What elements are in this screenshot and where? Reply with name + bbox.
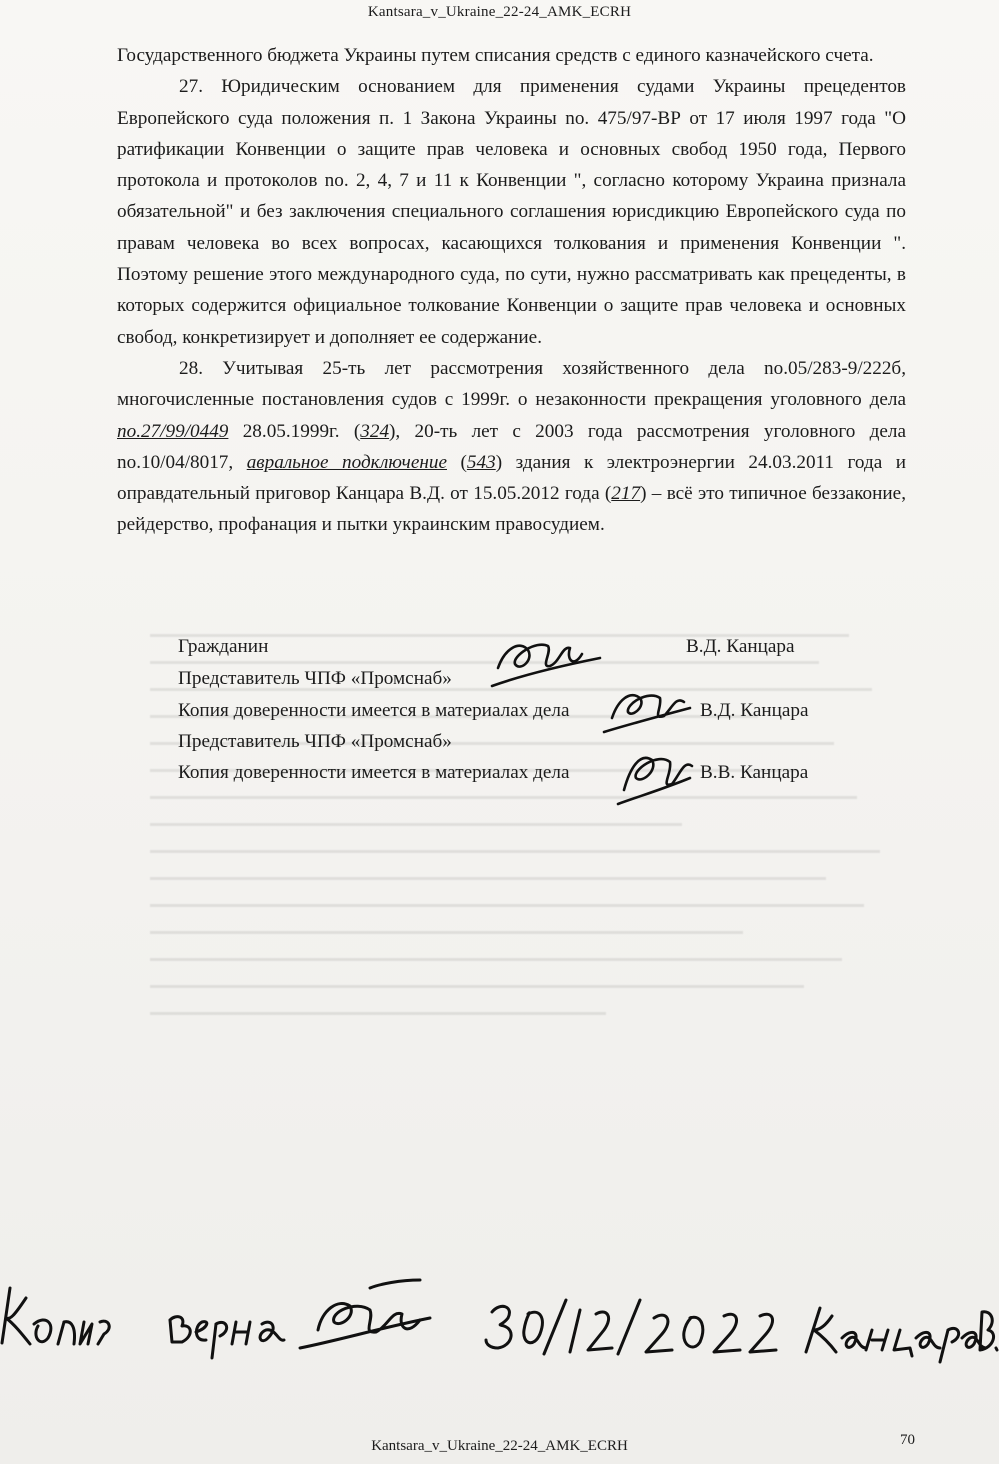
paragraph-28: 28. Учитывая 25-ть лет рассмотрения хозяйственного дела no.05/283-9/222б, многочисленные постановления судов с 1999г. о незаконности прекращения уголовного дела по.27/99/0449 28.05.1999г. (324), 20-ть лет с 2003 года рассмотрения уголовного дела no.10/04/8017, авральное подключение (543) здания к электроэнергии 24.03.2011 года и оправдательный приговор Канцара В.Д. от 15.05.2012 года (217) – всё это типичное беззаконие, рейдерство, профанация и пытки украинским правосудием. (117, 357, 907, 536)
link-emergency-connection[interactable]: авральное подключение (246, 451, 447, 473)
signatory-name-2: В.Д. Канцара (700, 700, 809, 721)
signature-line-power-of-attorney-2: Копия доверенности имеется в материалах дела (178, 762, 570, 783)
ref-link-324[interactable]: 324 (360, 420, 390, 442)
signature-line-representative-2: Представитель ЧПФ «Промснаб» (178, 731, 452, 752)
signature-line-power-of-attorney-1: Копия доверенности имеется в материалах дела (178, 700, 570, 721)
ref-link-217[interactable]: 217 (611, 483, 641, 505)
paragraph-continuation: Государственного бюджета Украины путем списания средств с единого казначейского счета. (117, 45, 874, 66)
page-number: 70 (900, 1432, 915, 1448)
ref-link-543[interactable]: 543 (466, 451, 496, 473)
page-footer: Kantsara_v_Ukraine_22-24_AMK_ECRH (371, 1438, 628, 1454)
signature-line-representative-1: Представитель ЧПФ «Промснаб» (178, 668, 452, 689)
signatory-name-1: В.Д. Канцара (686, 636, 795, 657)
signatory-name-3: В.В. Канцара (700, 762, 809, 783)
page-header: Kantsara_v_Ukraine_22-24_AMK_ECRH (367, 4, 632, 20)
handwritten-certification (0, 1258, 999, 1378)
signature-line-citizen: Гражданин (178, 636, 269, 657)
body-text (117, 40, 906, 541)
case-link-27-99-0449[interactable]: по.27/99/0449 (117, 420, 229, 442)
paragraph-27: 27. Юридическим основанием для применения судами Украины прецедентов Европейского суда положения п. 1 Закона Украины no. 475/97-ВР от 17 июля 1997 года "О ратификации Конвенции о защите прав человека и основных свобод 1950 года, Первого протокола и протоколов no. 2, 4, 7 и 11 к Конвенции ", согласно которому Украина признала обязательной" и без заключения специального соглашения юрисдикцию Европейского суда по правам человека во всех вопросах, касающихся толкования и применения Конвенции ". Поэтому решение этого международного суда, по сути, нужно рассматривать как прецеденты, в которых содержится официальное толкование Конвенции о защите прав человека и основных свобод, конкретизирует и дополняет ее содержание. (117, 76, 906, 348)
